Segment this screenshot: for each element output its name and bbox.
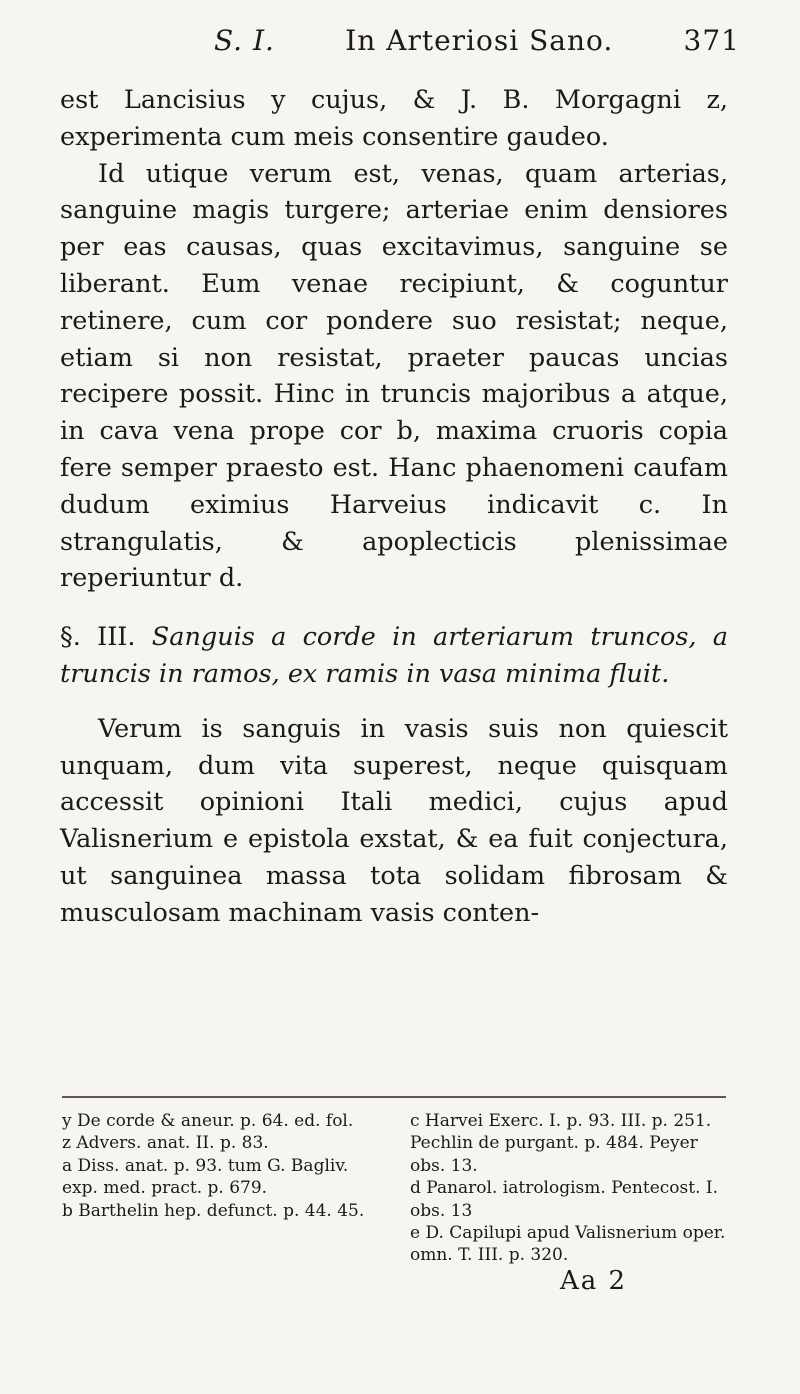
footnote: b Barthelin hep. defunct. p. 44. 45. [62,1200,365,1221]
paragraph-3: Verum is sanguis in vasis suis non quiescit unquam, dum vita superest, neque quisquam accessit opinioni Itali medici, cujus apud Valisnerium e epistola exstat, & ea fuit conjectura, ut sanguinea massa tota solidam fibrosam & musculosam machinam vasis conten- [60,713,728,928]
section-heading-text: Sanguis a corde in arteriarum truncos, a truncis in ramos, ex ramis in vasa minima fluit. [60,622,729,689]
signature-mark: Aa 2 [560,1266,628,1296]
footnote: c Harvei Exerc. I. p. 93. III. p. 251. Pechlin de purgant. p. 484. Peyer obs. 13. [410,1111,712,1176]
footnotes-right-column [410,1110,732,1267]
paragraph-1: est Lancisius y cujus, & J. B. Morgagni z, experimenta cum meis consentire gaudeo. [60,85,728,152]
footnotes [62,1110,732,1267]
section-label: S. I. [214,24,275,57]
footnote: a Diss. anat. p. 93. tum G. Bagliv. exp. med. pract. p. 679. [62,1155,349,1199]
page-number: 371 [683,24,740,57]
footnote: d Panarol. iatrologism. Pentecost. I. obs. 13 [410,1178,719,1221]
main-text [60,82,728,932]
footnote: y De corde & aneur. p. 64. ed. fol. [62,1111,354,1131]
paragraph-2: Id utique verum est, venas, quam arterias, sanguine magis turgere; arteriae enim densiores per eas causas, quas excitavimus, sanguine se liberant. Eum venae recipiunt, & coguntur retinere, cum cor pondere suo resistat; neque, etiam si non resistat, praeter paucas uncias recipere possit. Hinc in truncis majoribus a atque, in cava vena prope cor b, maxima cruoris copia fere semper praesto est. Hanc phaenomeni caufam dudum eximius Harveius indicavit c. In strangulatis, & apoplecticis plenissimae reperiuntur d. [60,158,728,594]
footnotes-left-column [62,1110,384,1267]
running-header [214,24,740,57]
footnote: e D. Capilupi apud Valisnerium oper. omn. T. III. p. 320. [410,1223,726,1266]
section-heading [60,619,728,693]
section-heading-number: §. III. [60,622,136,653]
header-title: In Arteriosi Sano. [345,24,614,57]
footnote-divider [62,1096,726,1098]
footnote: z Advers. anat. II. p. 83. [62,1133,269,1154]
